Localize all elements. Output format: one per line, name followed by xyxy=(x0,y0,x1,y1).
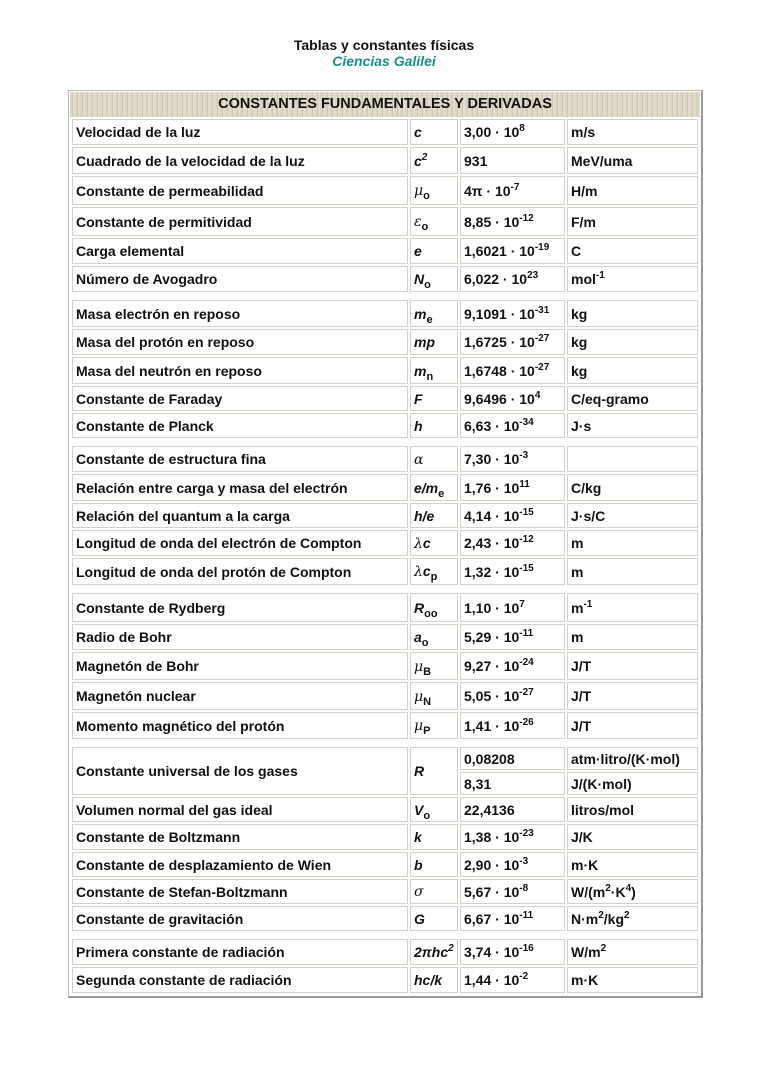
symbol-subscript: o xyxy=(421,637,429,649)
unit-part: J/K xyxy=(571,829,593,845)
constant-name: Velocidad de la luz xyxy=(72,119,408,145)
constant-unit xyxy=(567,530,698,556)
constant-name: Constante de Boltzmann xyxy=(72,824,408,850)
constant-name: Constante de desplazamiento de Wien xyxy=(72,852,408,877)
constant-value xyxy=(460,238,565,264)
group-separator xyxy=(72,294,698,298)
unit-part: 4 xyxy=(625,882,632,894)
unit-part: m xyxy=(571,563,584,580)
value-exponent: -12 xyxy=(519,212,534,224)
constant-value xyxy=(460,797,565,822)
unit-part: -1 xyxy=(595,270,605,281)
constant-value xyxy=(460,593,565,622)
constant-name: Radio de Bohr xyxy=(72,624,408,650)
constant-unit xyxy=(567,852,698,877)
constant-unit xyxy=(567,558,698,585)
table-row xyxy=(72,147,698,174)
constant-symbol xyxy=(410,824,458,850)
unit-part: 2 xyxy=(598,909,604,921)
value-mantissa: 22,4136 xyxy=(464,801,515,818)
constant-value xyxy=(460,119,565,145)
value-exponent: 4 xyxy=(534,389,541,401)
value-exponent: 23 xyxy=(527,270,539,281)
table-row xyxy=(72,266,698,292)
constant-unit xyxy=(567,593,698,622)
unit-part: F/m xyxy=(571,213,596,230)
value-exponent: -19 xyxy=(534,242,550,253)
unit-part: /kg xyxy=(603,910,625,927)
constant-value xyxy=(460,446,565,472)
value-mantissa: 9,6496 · 10 xyxy=(464,390,535,407)
constant-symbol xyxy=(410,624,458,650)
constant-value xyxy=(460,852,565,877)
table-row xyxy=(72,652,698,680)
symbol-subscript: B xyxy=(423,665,432,678)
table-row xyxy=(72,712,698,739)
table-row xyxy=(72,624,698,650)
value-mantissa: 1,41 · 10 xyxy=(464,717,520,734)
symbol-subscript: o xyxy=(424,279,431,291)
constant-name: Número de Avogadro xyxy=(72,266,408,292)
constant-unit xyxy=(567,357,698,384)
symbol-base: mp xyxy=(414,334,435,350)
value-mantissa: 931 xyxy=(464,152,488,169)
unit-part: m xyxy=(571,599,584,616)
constant-name: Relación entre carga y masa del electrón xyxy=(72,474,408,501)
constant-unit xyxy=(567,329,698,355)
constant-name: Constante de permeabilidad xyxy=(72,176,408,205)
constant-symbol xyxy=(410,474,458,501)
constant-value xyxy=(460,357,565,384)
constant-value xyxy=(460,530,565,556)
constant-unit xyxy=(567,119,698,145)
table-row xyxy=(72,682,698,710)
value-exponent: -34 xyxy=(519,416,534,428)
constant-name: Constante de Rydberg xyxy=(72,593,408,622)
constant-symbol xyxy=(410,176,458,205)
symbol-greek: μ xyxy=(414,688,424,705)
unit-part: W/(m xyxy=(571,883,606,900)
unit-part: kg xyxy=(571,334,588,350)
symbol-greek: μ xyxy=(414,183,424,199)
value-mantissa: 1,44 · 10 xyxy=(464,972,520,988)
symbol-base: R xyxy=(414,763,425,779)
value-exponent: -3 xyxy=(519,855,529,867)
constant-symbol xyxy=(410,446,458,472)
constant-value xyxy=(460,712,565,739)
constant-symbol xyxy=(410,558,458,585)
constant-unit xyxy=(567,879,698,904)
symbol-greek: ε xyxy=(414,214,422,230)
constant-name: Longitud de onda del electrón de Compton xyxy=(72,530,408,556)
constant-value xyxy=(460,503,565,528)
group-separator xyxy=(72,933,698,937)
value-exponent: 7 xyxy=(519,598,525,610)
table-row xyxy=(72,747,698,770)
value-mantissa: 1,32 · 10 xyxy=(464,563,520,580)
unit-part: J/T xyxy=(571,688,592,704)
constant-value xyxy=(460,879,565,904)
unit-part: m/s xyxy=(571,124,596,140)
constant-name: Masa del neutrón en reposo xyxy=(72,357,408,384)
symbol-subscript: n xyxy=(426,370,434,383)
symbol-superscript: 2 xyxy=(421,151,428,163)
symbol-greek: μ xyxy=(414,658,424,675)
constant-value xyxy=(460,967,565,993)
value-mantissa: 8,85 · 10 xyxy=(464,213,520,230)
value-mantissa: 8,31 xyxy=(464,775,492,792)
constant-unit xyxy=(567,824,698,850)
constant-value xyxy=(460,176,565,205)
value-mantissa: 6,67 · 10 xyxy=(464,910,520,927)
symbol-greek: λ xyxy=(414,535,423,552)
value-mantissa: 1,6725 · 10 xyxy=(464,334,535,350)
unit-part: litros/mol xyxy=(571,801,635,818)
symbol-base: m xyxy=(414,362,427,379)
constant-unit xyxy=(567,772,698,795)
constant-unit xyxy=(567,266,698,292)
unit-part: J/T xyxy=(571,717,592,734)
table-row xyxy=(72,558,698,585)
unit-part: 2 xyxy=(624,909,630,921)
value-mantissa: 2,90 · 10 xyxy=(464,856,520,873)
unit-part: J·s xyxy=(571,417,592,434)
constant-value xyxy=(460,824,565,850)
constant-unit xyxy=(567,797,698,822)
value-mantissa: 5,29 · 10 xyxy=(464,629,520,645)
table-row xyxy=(72,879,698,904)
value-mantissa: 1,6748 · 10 xyxy=(464,362,535,379)
constant-symbol xyxy=(410,503,458,528)
value-mantissa: 1,38 · 10 xyxy=(464,829,520,845)
symbol-subscript: p xyxy=(430,571,438,583)
table-row xyxy=(72,238,698,264)
constant-symbol xyxy=(410,879,458,904)
symbol-subscript: e xyxy=(438,487,445,500)
constant-value xyxy=(460,939,565,965)
value-exponent: -27 xyxy=(534,361,550,373)
group-separator xyxy=(72,587,698,591)
symbol-subscript: o xyxy=(423,809,431,822)
constant-symbol xyxy=(410,530,458,556)
unit-part: kg xyxy=(571,305,588,322)
symbol-base: e/m xyxy=(414,479,439,496)
value-exponent: -11 xyxy=(519,628,534,639)
constant-symbol xyxy=(410,238,458,264)
symbol-greek: μ xyxy=(414,718,424,734)
constants-table-frame xyxy=(68,90,703,998)
unit-part: H/m xyxy=(571,182,598,199)
symbol-base: a xyxy=(414,629,422,645)
value-exponent: -26 xyxy=(519,716,534,728)
constant-symbol xyxy=(410,413,458,438)
constant-unit xyxy=(567,967,698,993)
table-row xyxy=(72,852,698,877)
value-exponent: -24 xyxy=(519,657,534,668)
value-exponent: -7 xyxy=(510,181,520,193)
symbol-base: N xyxy=(414,271,425,287)
constant-symbol xyxy=(410,967,458,993)
value-exponent: -23 xyxy=(519,828,534,839)
constant-unit xyxy=(567,207,698,236)
value-exponent: -8 xyxy=(519,882,529,894)
value-mantissa: 1,6021 · 10 xyxy=(464,243,535,259)
unit-part: 2 xyxy=(605,882,611,894)
value-exponent: -2 xyxy=(519,971,529,982)
table-row xyxy=(72,824,698,850)
constant-unit xyxy=(567,474,698,501)
value-exponent: -3 xyxy=(519,450,529,461)
table-row xyxy=(72,446,698,472)
symbol-base: c xyxy=(422,563,431,579)
symbol-base: F xyxy=(414,390,423,407)
symbol-base: hc xyxy=(431,944,449,960)
constant-unit xyxy=(567,413,698,438)
symbol-base: e xyxy=(414,243,422,259)
constant-name: Carga elemental xyxy=(72,238,408,264)
constant-value xyxy=(460,558,565,585)
constants-table xyxy=(70,117,700,995)
constant-symbol xyxy=(410,386,458,411)
table-row xyxy=(72,357,698,384)
constant-symbol xyxy=(410,682,458,710)
symbol-base: R xyxy=(414,599,425,616)
value-mantissa: 0,08208 xyxy=(464,750,515,767)
symbol-greek: α xyxy=(414,451,424,468)
constant-value xyxy=(460,682,565,710)
unit-part: J/(K·mol) xyxy=(571,775,632,792)
constant-name: Magnetón nuclear xyxy=(72,682,408,710)
value-mantissa: 6,022 · 10 xyxy=(464,271,528,287)
symbol-base: h/e xyxy=(414,507,435,524)
table-row xyxy=(72,530,698,556)
symbol-prefix: 2π xyxy=(414,944,432,960)
value-exponent: -15 xyxy=(519,562,534,574)
unit-part: C xyxy=(571,243,582,259)
constant-name: Masa electrón en reposo xyxy=(72,300,408,327)
constant-symbol xyxy=(410,652,458,680)
table-row xyxy=(72,413,698,438)
symbol-greek: λ xyxy=(414,564,423,580)
value-mantissa: 1,76 · 10 xyxy=(464,479,520,496)
symbol-base: k xyxy=(414,829,422,845)
constant-name: Longitud de onda del protón de Compton xyxy=(72,558,408,585)
constant-value xyxy=(460,266,565,292)
value-exponent: -27 xyxy=(534,333,550,344)
constant-unit xyxy=(567,652,698,680)
table-row xyxy=(72,119,698,145)
table-row xyxy=(72,906,698,931)
symbol-base: c xyxy=(414,124,422,140)
value-mantissa: 9,1091 · 10 xyxy=(464,305,535,322)
unit-part: C/eq-gramo xyxy=(571,390,649,407)
constant-value xyxy=(460,906,565,931)
unit-part: ) xyxy=(631,883,636,900)
value-mantissa: 7,30 · 10 xyxy=(464,451,520,467)
constant-unit xyxy=(567,906,698,931)
constant-symbol xyxy=(410,797,458,822)
symbol-base: m xyxy=(414,305,427,322)
symbol-greek: σ xyxy=(414,884,424,900)
page-subtitle: Ciencias Galilei xyxy=(332,53,436,69)
constant-unit xyxy=(567,386,698,411)
table-row xyxy=(72,474,698,501)
constant-name: Magnetón de Bohr xyxy=(72,652,408,680)
symbol-base: h xyxy=(414,417,423,434)
value-exponent: 8 xyxy=(519,123,525,134)
constant-unit xyxy=(567,747,698,770)
constant-value xyxy=(460,207,565,236)
constant-symbol xyxy=(410,207,458,236)
constant-symbol xyxy=(410,712,458,739)
table-row xyxy=(72,300,698,327)
symbol-base: G xyxy=(414,910,425,927)
constant-symbol xyxy=(410,852,458,877)
table-row xyxy=(72,329,698,355)
constant-symbol xyxy=(410,906,458,931)
table-row xyxy=(72,593,698,622)
constant-unit xyxy=(567,939,698,965)
constant-unit xyxy=(567,176,698,205)
unit-part: C/kg xyxy=(571,479,602,496)
value-mantissa: 5,67 · 10 xyxy=(464,883,520,900)
value-mantissa: 5,05 · 10 xyxy=(464,688,520,704)
constant-name: Constante universal de los gases xyxy=(72,747,408,795)
constant-symbol xyxy=(410,266,458,292)
constant-unit xyxy=(567,238,698,264)
value-mantissa: 4π · 10 xyxy=(464,182,511,199)
symbol-subscript: e xyxy=(426,313,433,326)
value-mantissa: 1,10 · 10 xyxy=(464,599,520,616)
value-mantissa: 2,43 · 10 xyxy=(464,535,520,551)
constant-name: Momento magnético del protón xyxy=(72,712,408,739)
value-exponent: -15 xyxy=(519,506,534,518)
constant-name: Constante de estructura fina xyxy=(72,446,408,472)
constant-unit xyxy=(567,712,698,739)
constant-value xyxy=(460,624,565,650)
value-mantissa: 6,63 · 10 xyxy=(464,417,520,434)
constant-unit xyxy=(567,446,698,472)
symbol-subscript: oo xyxy=(424,607,438,620)
unit-part: J/T xyxy=(571,658,592,674)
unit-part: N·m xyxy=(571,910,599,927)
unit-part: atm·litro/(K·mol) xyxy=(571,750,680,767)
value-exponent: -27 xyxy=(519,687,534,698)
constant-symbol xyxy=(410,119,458,145)
symbol-base: hc/k xyxy=(414,972,443,988)
constant-value xyxy=(460,747,565,770)
unit-part: m·K xyxy=(571,972,599,988)
value-exponent: -11 xyxy=(519,909,534,921)
unit-part: mol xyxy=(571,271,596,287)
value-exponent: -12 xyxy=(519,534,534,545)
constant-name: Relación del quantum a la carga xyxy=(72,503,408,528)
symbol-base: c xyxy=(422,534,431,551)
table-row xyxy=(72,503,698,528)
constant-symbol xyxy=(410,593,458,622)
constant-symbol xyxy=(410,357,458,384)
constant-value xyxy=(460,413,565,438)
constant-value xyxy=(460,300,565,327)
constant-value xyxy=(460,386,565,411)
constant-unit xyxy=(567,147,698,174)
constant-unit xyxy=(567,682,698,710)
symbol-base: V xyxy=(414,801,424,818)
constant-symbol xyxy=(410,939,458,965)
value-exponent: -31 xyxy=(534,304,550,316)
constant-name: Constante de Faraday xyxy=(72,386,408,411)
unit-part: MeV/uma xyxy=(571,152,633,169)
constant-name: Cuadrado de la velocidad de la luz xyxy=(72,147,408,174)
constant-name: Constante de Stefan-Boltzmann xyxy=(72,879,408,904)
constant-symbol xyxy=(410,329,458,355)
unit-part: m xyxy=(571,629,584,645)
group-separator xyxy=(72,741,698,745)
value-mantissa: 3,00 · 10 xyxy=(464,124,520,140)
constant-value xyxy=(460,772,565,795)
symbol-base: b xyxy=(414,856,423,873)
symbol-subscript: o xyxy=(423,190,430,202)
constant-unit xyxy=(567,503,698,528)
table-heading: CONSTANTES FUNDAMENTALES Y DERIVADAS xyxy=(70,92,700,117)
unit-part: kg xyxy=(571,362,588,379)
constant-name: Segunda constante de radiación xyxy=(72,967,408,993)
unit-part: m xyxy=(571,535,584,551)
value-exponent: 11 xyxy=(519,478,530,490)
constant-name: Constante de permitividad xyxy=(72,207,408,236)
constant-name: Masa del protón en reposo xyxy=(72,329,408,355)
table-row xyxy=(72,176,698,205)
constant-value xyxy=(460,474,565,501)
value-mantissa: 9,27 · 10 xyxy=(464,658,520,674)
page-title: Tablas y constantes físicas xyxy=(293,37,475,53)
constant-unit xyxy=(567,624,698,650)
unit-part: ·K xyxy=(610,883,626,900)
table-row xyxy=(72,386,698,411)
value-mantissa: 3,74 · 10 xyxy=(464,944,520,960)
constant-name: Volumen normal del gas ideal xyxy=(72,797,408,822)
unit-part: 2 xyxy=(600,943,607,954)
table-row xyxy=(72,939,698,965)
symbol-subscript: P xyxy=(423,725,431,737)
value-mantissa: 4,14 · 10 xyxy=(464,507,520,524)
constant-symbol xyxy=(410,300,458,327)
constant-symbol xyxy=(410,147,458,174)
constant-name: Constante de Planck xyxy=(72,413,408,438)
constant-value xyxy=(460,147,565,174)
unit-part: m·K xyxy=(571,856,599,873)
constant-value xyxy=(460,652,565,680)
value-exponent: -16 xyxy=(519,943,534,954)
table-row xyxy=(72,797,698,822)
constant-name: Primera constante de radiación xyxy=(72,939,408,965)
constant-name: Constante de gravitación xyxy=(72,906,408,931)
table-row xyxy=(72,967,698,993)
unit-part: W/m xyxy=(571,944,601,960)
symbol-subscript: N xyxy=(423,695,432,708)
symbol-superscript: 2 xyxy=(448,943,454,954)
table-row xyxy=(72,207,698,236)
constant-unit xyxy=(567,300,698,327)
symbol-base: c xyxy=(414,152,422,169)
group-separator xyxy=(72,440,698,444)
constant-symbol xyxy=(410,747,458,795)
symbol-subscript: o xyxy=(421,221,429,233)
unit-part: -1 xyxy=(583,598,593,610)
constant-value xyxy=(460,329,565,355)
unit-part: J·s/C xyxy=(571,507,606,524)
